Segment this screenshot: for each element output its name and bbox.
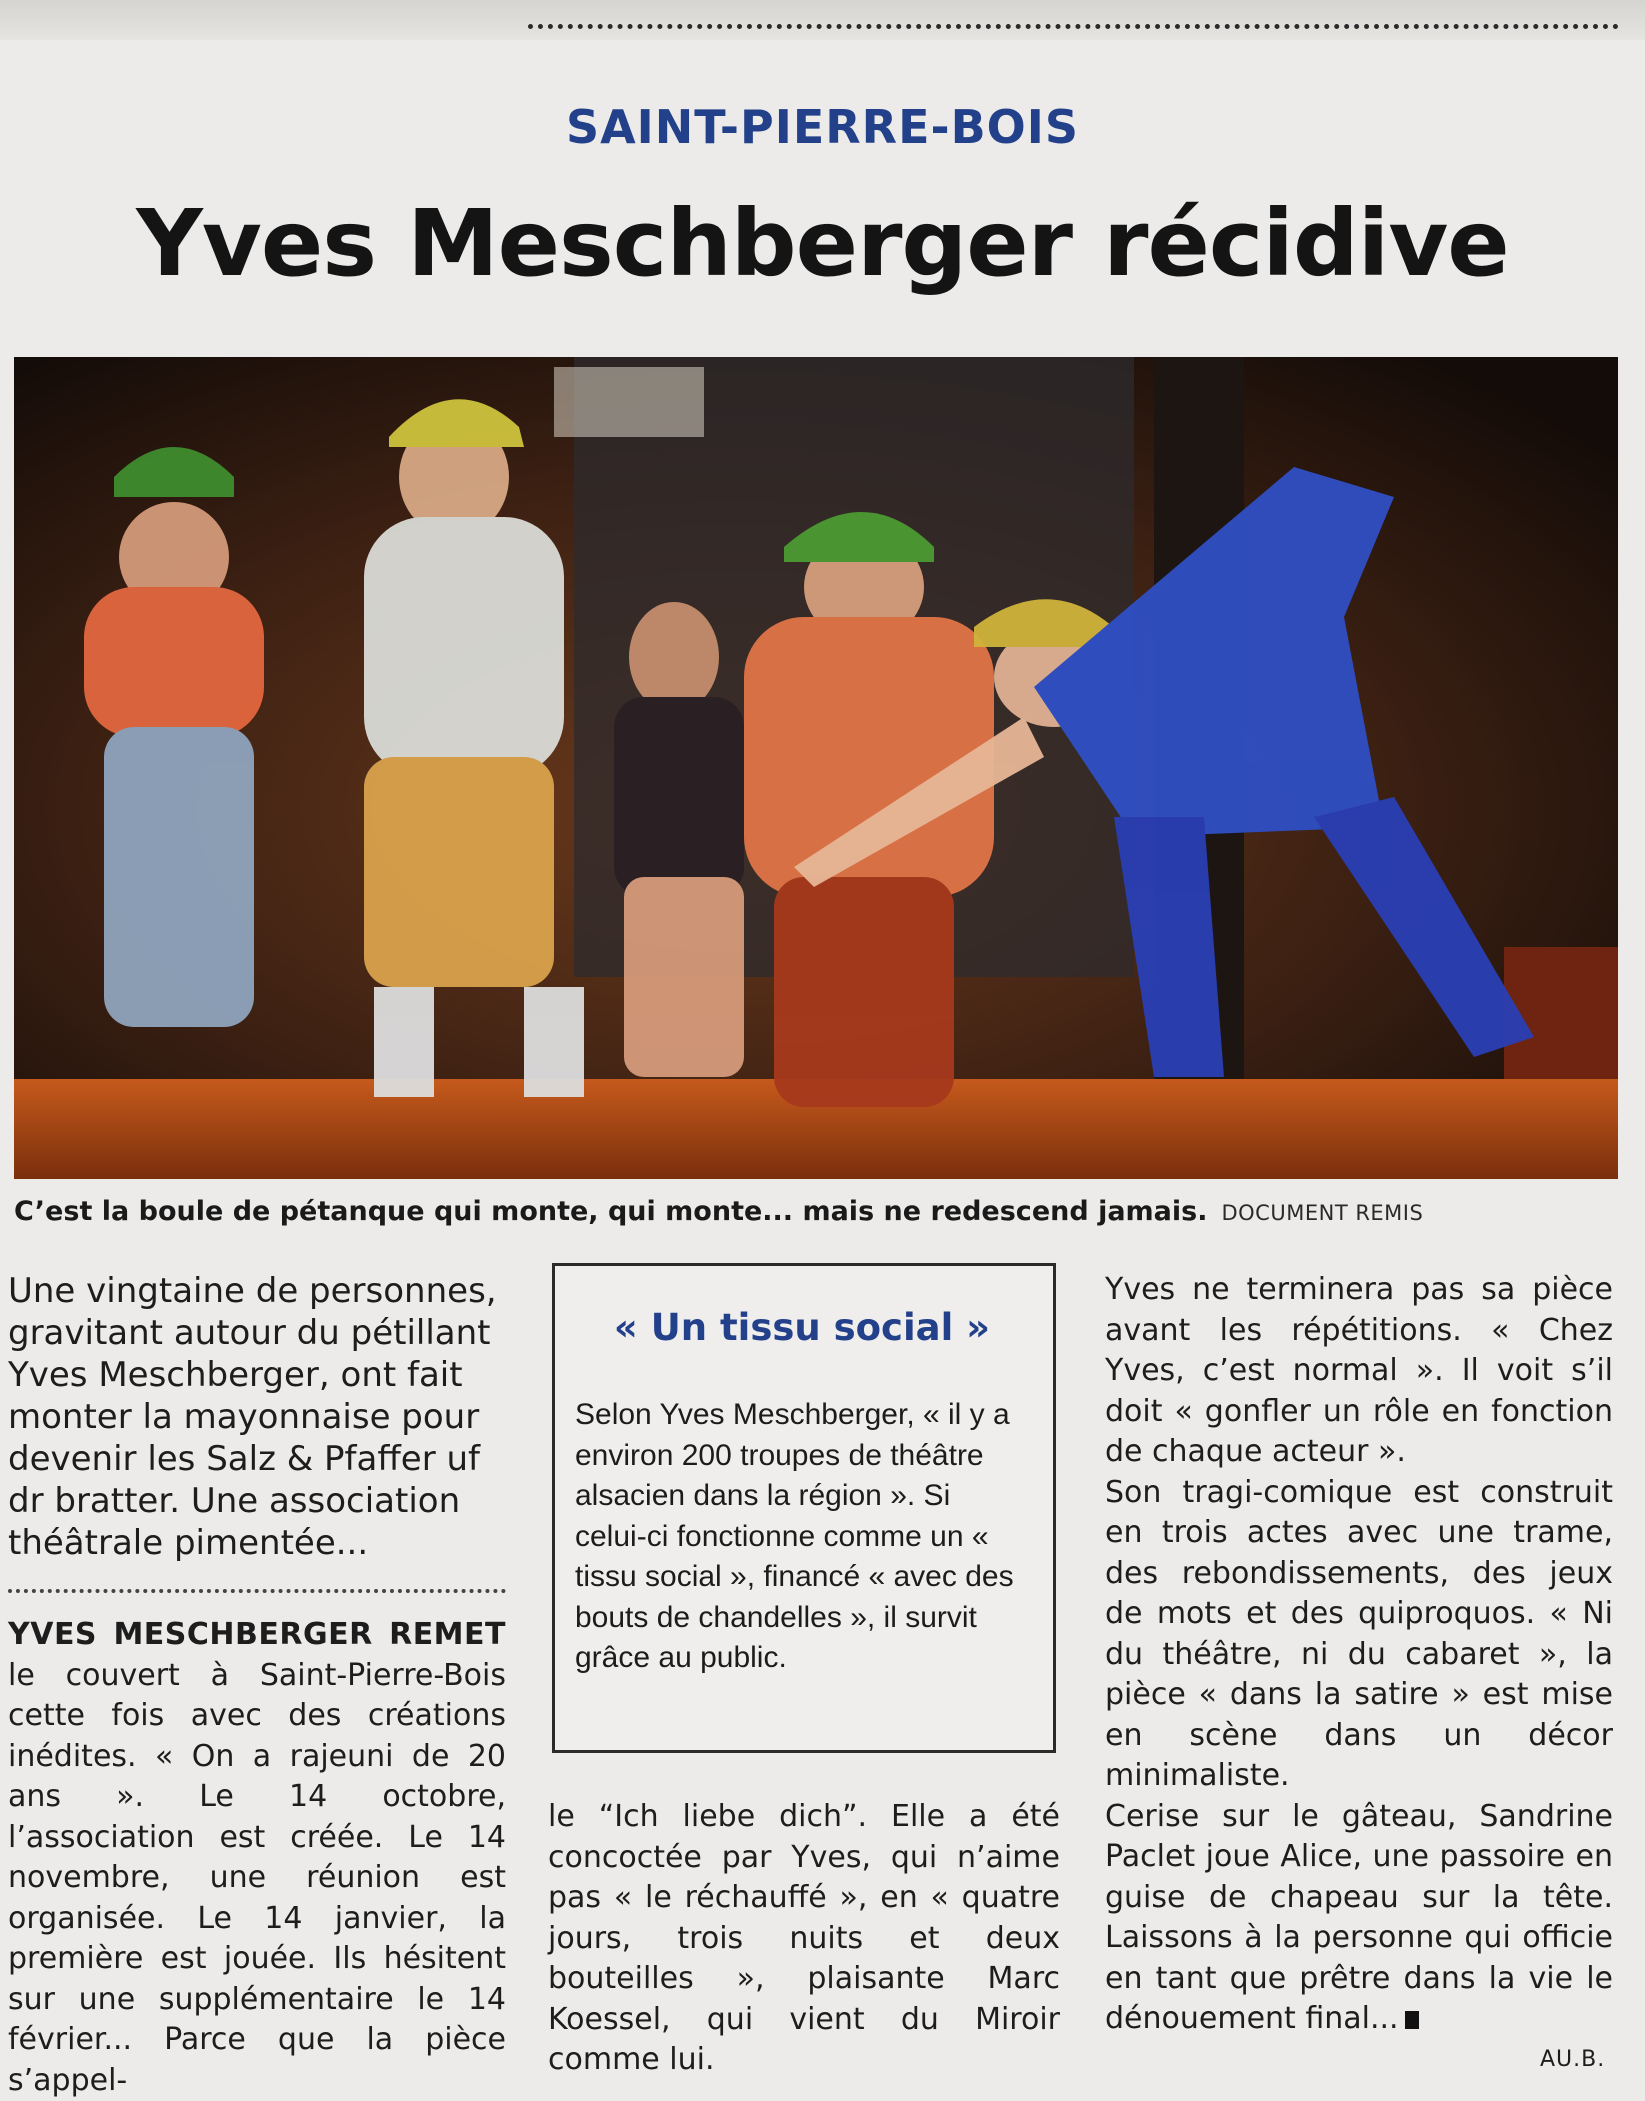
- top-dotted-rule: [528, 24, 1619, 29]
- stage-scene-illustration: [14, 357, 1618, 1179]
- body-col3-p3: Cerise sur le gâteau, Sandrine Paclet joue Alice, une passoire en guise de chapeau sur la tête. Laissons à la personne qui officie en tant que prêtre dans la vie le dénouement final...: [1105, 1798, 1613, 2036]
- intro-separator: [8, 1589, 506, 1593]
- column-1: [8, 1270, 506, 2101]
- end-mark-icon: [1405, 2011, 1419, 2029]
- box-text: Selon Yves Meschberger, « il y a environ 200 troupes de théâtre alsacien dans la région ». Si celui-ci fonctionne comme un « tissu social », financé « avec des bouts de chandelles », il survit grâce au public.: [575, 1398, 1014, 1674]
- body-paragraph-1: [8, 1615, 506, 2101]
- bleed-through-band: [0, 0, 1645, 40]
- body-col3-p1: Yves ne terminera pas sa pièce avant les répétitions. « Chez Yves, c’est normal ». Il voit s’il doit « gonfler un rôle en fonction de chaque acteur ».: [1105, 1272, 1613, 1469]
- photo-caption: [14, 1196, 1624, 1227]
- body-col3-p3-wrap: [1105, 1797, 1613, 2040]
- box-title: « Un tissu social »: [613, 1306, 991, 1349]
- lead-in: YVES MESCHBERGER REMET: [8, 1617, 506, 1652]
- caption-text: C’est la boule de pétanque qui monte, qui monte... mais ne redescend jamais.: [14, 1196, 1208, 1227]
- body-col3-p2: Son tragi-comique est construit en trois actes avec une trame, des rebondissements, des jeux de mots et des quiproquos. « Ni du théâtre, ni du cabaret », la pièce « dans la satire » est mise en scène dans un décor minimaliste.: [1105, 1474, 1613, 1793]
- article-headline: Yves Meschberger récidive: [136, 190, 1509, 297]
- body-col2-text: le “Ich liebe dich”. Elle a été concoctée par Yves, qui n’aime pas « le réchauffé », en « quatre jours, trois nuits et deux bouteilles », plaisante Marc Koessel, qui vient du Miroir comme lui.: [548, 1799, 1060, 2077]
- article-photo: [14, 357, 1618, 1179]
- article-kicker: SAINT-PIERRE-BOIS: [565, 100, 1080, 154]
- article-intro: Une vingtaine de personnes, gravitant autour du pétillant Yves Meschberger, ont fait monter la mayonnaise pour devenir les Salz & Pfaffer uf dr bratter. Une association théâtrale pimentée...: [8, 1271, 497, 1563]
- column-2: [548, 1797, 1060, 2081]
- body-col1-text: le couvert à Saint-Pierre-Bois cette fois avec des créations inédites. « On a rajeuni de 20 ans ». Le 14 octobre, l’association est créée. Le 14 novembre, une réunion est organisée. Le 14 janvier, la première est jouée. Ils hésitent sur une supplémentaire le 14 février... Parce que la pièce s’appel-: [8, 1657, 506, 2098]
- photo-credit: DOCUMENT REMIS: [1221, 1201, 1424, 1225]
- column-3: [1105, 1270, 1613, 2040]
- author-signature: AU.B.: [1540, 2047, 1606, 2072]
- sidebar-box: [552, 1263, 1056, 1753]
